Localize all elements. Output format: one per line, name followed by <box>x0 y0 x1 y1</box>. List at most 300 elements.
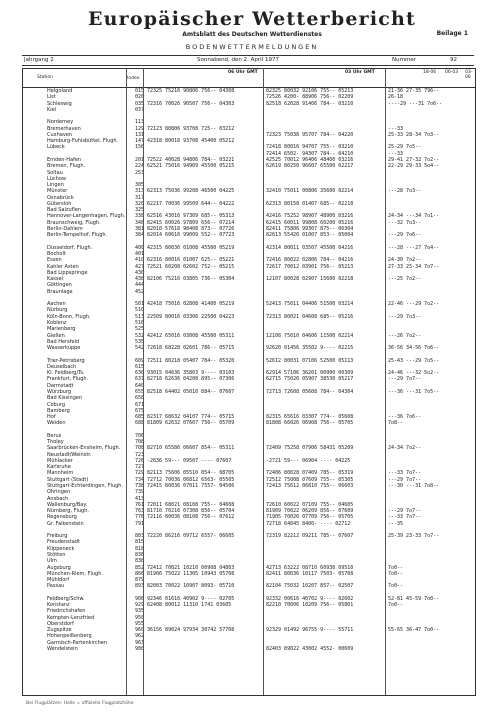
obs-03: 72617 70012 03901 756-- 05213 <box>266 263 354 270</box>
station-index: 348 <box>134 219 144 226</box>
station-index: 738 <box>134 483 144 489</box>
station-index: 708 <box>134 445 144 452</box>
obs-03: 82411 80036 10117 7503- 05708 <box>266 570 354 577</box>
temp-extremes: ---33 7o7-- <box>388 470 422 477</box>
obs-06: 72412 70021 10210 00908 04803 <box>147 564 235 571</box>
station-name: Friedrichshafen <box>47 608 86 615</box>
obs-06: 72511 80218 05407 784-- 05320 <box>147 357 235 364</box>
station-index: 803 <box>134 533 144 540</box>
station-name: Berlin-Dahlem <box>47 225 83 232</box>
temp-extremes: 25-43 ---29 7o5-- <box>388 357 440 364</box>
jahrgang: Jahrgang 2 <box>24 57 54 63</box>
temp-extremes: ---36 ---31 7o5-- <box>388 388 440 395</box>
obs-06: 82710 65586 06607 854-- 05311 <box>147 445 235 452</box>
obs-03: 42314 80011 03507 45500 04216 <box>266 244 354 251</box>
station-index: 637 <box>134 376 144 383</box>
station-name: Koblenz <box>47 319 67 326</box>
station-name: Marienberg <box>47 326 76 333</box>
station-name: Mühlacker <box>47 457 73 464</box>
obs-03: 72313 80021 04608 685-- 05216 <box>266 313 354 320</box>
station-index: 955 <box>134 620 144 627</box>
station-index: 734 <box>134 476 144 483</box>
temp-extremes: 7o0-- <box>388 564 404 571</box>
obs-03: 92332 00616 40702 9---- 02602 <box>266 595 354 602</box>
station-name: Nürnberg, Flugh. <box>47 508 89 515</box>
obs-06: 42412 65016 03008 45500 05311 <box>147 332 235 339</box>
station-name: München-Riem, Flugh. <box>47 570 103 577</box>
station-name: Oberstdorf <box>47 620 74 627</box>
station-name: Hof <box>47 414 56 421</box>
station-name: Gießen <box>47 332 65 339</box>
obs-06: 82718 62636 04208 895-- 07306 <box>147 376 235 383</box>
obs-03: 72718 64045 8400- ---- 02712 <box>266 520 351 527</box>
col-divider <box>263 68 264 695</box>
station-index: 384 <box>134 232 144 239</box>
station-index: 253 <box>134 169 144 176</box>
station-index: 224 <box>134 163 144 170</box>
obs-03: 62914 57106 36201 00900 00309 <box>266 370 354 377</box>
obs-03: 82403 89022 43002 4552- 00609 <box>266 646 354 653</box>
col-t2: 06-03 <box>445 70 459 75</box>
col-group-06: 06 Uhr GMT <box>228 70 258 75</box>
nummer-value: 92 <box>450 57 457 63</box>
station-index: 706 <box>134 432 144 439</box>
obs-03: 72713 72608 05608 784-- 04304 <box>266 388 354 395</box>
temp-extremes: 26-18 <box>388 94 404 101</box>
station-name: Braunschweig, Flugh. <box>47 219 101 226</box>
obs-06: 42418 75016 02808 41400 05219 <box>147 301 235 308</box>
station-name: Nürburg <box>47 307 68 314</box>
obs-06: 92346 01616 40902 9---- 02705 <box>147 595 235 602</box>
obs-06: 72415 80036 07011 7557- 04506 <box>147 483 235 489</box>
obs-06: 62217 70036 99509 644-- 04222 <box>147 200 235 207</box>
temp-extremes: ---32 7o3-- <box>388 219 422 226</box>
data-table <box>22 86 476 696</box>
station-name: Bocholt <box>47 251 66 258</box>
temp-extremes: 24-34 ---34 7o1-- <box>388 213 440 220</box>
obs-03: -2721 59--- 06904 ---- 04225 <box>266 457 351 464</box>
obs-06: 72618 68228 02601 786-- 05715 <box>147 345 235 352</box>
station-index: 320 <box>134 200 144 207</box>
station-index: 381 <box>134 225 144 232</box>
obs-06: 72316 70026 90507 756-- 04303 <box>147 100 235 107</box>
station-name: Braunlage <box>47 288 73 295</box>
station-name: Neustadt/Weinstr. <box>47 451 92 458</box>
station-name: Düsseldorf, Flugh. <box>47 244 93 251</box>
obs-03: 82325 80032 92106 755-- 05213 <box>266 88 354 94</box>
obs-06: 82113 75606 05510 854-- 08705 <box>147 470 235 477</box>
station-index: 776 <box>134 514 144 521</box>
obs-03: 62619 80250 96607 65500 02217 <box>266 163 354 170</box>
obs-06: 42315 80036 01008 45500 05219 <box>147 244 235 251</box>
station-index: 836 <box>134 551 144 558</box>
station-index: 413 <box>134 495 144 502</box>
temp-extremes: 52-81 45-59 7o0-- <box>388 595 440 602</box>
temp-extremes: ---35 <box>388 520 404 527</box>
station-name: Bad Salzuflen <box>47 207 82 214</box>
station-name: Essen <box>47 257 62 264</box>
station-index: 675 <box>134 407 144 414</box>
obs-03: 62415 60011 99808 60200 05216 <box>266 219 354 226</box>
obs-03: 82411 75806 99307 875-- 06304 <box>266 225 354 232</box>
temp-extremes: ---29 7o6-- <box>388 232 422 239</box>
temp-extremes: ---33 <box>388 150 404 157</box>
station-index: 815 <box>134 539 144 546</box>
station-index: 317 <box>134 194 144 201</box>
temp-extremes: 29-41 27-32 7o2-- <box>388 156 440 163</box>
obs-03: 12107 80028 02907 15600 02218 <box>266 276 354 283</box>
station-index: 513 <box>134 313 144 320</box>
obs-06: 36156 89024 97934 30742 57708 <box>147 627 235 634</box>
temp-extremes: ---26 7o2-- <box>388 332 422 339</box>
temp-extremes: ---28 7o3-- <box>388 188 422 195</box>
obs-03: 82210 70606 10209 756-- 05801 <box>266 602 354 609</box>
station-index: 156 <box>134 144 144 151</box>
station-name: Wallenburg/Bay. <box>47 501 88 508</box>
station-name: Coburg <box>47 401 66 408</box>
obs-03: 81808 66026 06908 756-- 05705 <box>266 420 354 427</box>
temp-extremes: 36-56 34-56 7o6-- <box>388 345 440 352</box>
station-name: Karlsruhe <box>47 464 71 471</box>
station-index: 640 <box>134 382 144 389</box>
station-name: Gütersloh <box>47 200 72 207</box>
station-name: Darmstadt <box>47 382 74 389</box>
station-name: Lübeck <box>47 144 65 151</box>
station-index: 410 <box>134 257 144 264</box>
station-index: 015 <box>134 88 144 94</box>
station-name: Würzburg <box>47 388 72 395</box>
page-title: Europäischer Wetterbericht <box>87 8 417 30</box>
station-name: Kl. Feldberg/Ts. <box>47 370 85 377</box>
obs-06: 82518 64402 05010 884-- 07607 <box>147 388 235 395</box>
obs-06: 72325 75216 90806 756-- 04308 <box>147 88 235 94</box>
station-index: 129 <box>134 125 144 132</box>
obs-06: 62516 43016 97309 685-- 05313 <box>147 213 235 220</box>
obs-03: 12108 75010 04606 11500 02214 <box>266 332 354 339</box>
obs-06: 72220 86216 09712 6557- 06605 <box>147 533 235 540</box>
station-name: Hannover-Langenhagen, Flugh. <box>47 213 126 220</box>
station-name: Kassel <box>47 276 63 283</box>
station-name: Gr. Falkenstein <box>47 520 84 527</box>
station-name: Aachen <box>47 301 66 308</box>
station-index: 325 <box>134 207 144 214</box>
temp-extremes: 24-46 ---32 5o2-- <box>388 370 440 377</box>
station-name: Bremen, Flugh. <box>47 163 86 170</box>
station-index: 658 <box>134 395 144 402</box>
obs-06: 72011 68021 08108 755-- 04608 <box>147 501 235 508</box>
station-name: Cuxhaven <box>47 131 73 138</box>
station-name: Kiel <box>47 106 57 113</box>
station-index: 727 <box>134 464 144 471</box>
obs-06: 72116 80036 08108 756-- 07612 <box>147 514 235 521</box>
obs-06: 72521 60208 02602 752-- 05215 <box>147 263 235 270</box>
station-name: Weiden <box>47 420 66 427</box>
obs-03: 42525 70012 96406 48400 03216 <box>266 156 354 163</box>
station-name: Bamberg <box>47 407 70 414</box>
station-name: Freudenstadt <box>47 539 80 546</box>
station-index: 791 <box>134 520 144 527</box>
temp-extremes: 55-65 36-47 7o0-- <box>388 627 440 634</box>
station-name: Göttingen <box>47 282 72 289</box>
col-divider <box>143 68 144 695</box>
col-divider <box>385 68 386 695</box>
station-name: Saarbrücken-Ensheim, Flugh. <box>47 445 121 452</box>
obs-06: 81809 62632 07607 756-- 05709 <box>147 420 235 427</box>
temp-extremes: ---36 7o6-- <box>388 414 422 421</box>
station-index: 723 <box>134 451 144 458</box>
station-index: 510 <box>134 307 144 314</box>
station-name: Passau <box>47 583 65 590</box>
station-name: Bad Lippspringe <box>47 269 88 276</box>
obs-06: 82415 60026 97809 656-- 07214 <box>147 219 235 226</box>
station-index: 201 <box>134 156 144 163</box>
obs-03: 42713 63222 08710 60930 09510 <box>266 564 354 571</box>
footer-note: Bei Flugplätzen: Halle = offizielle Flugplatzhöhe <box>26 701 134 706</box>
station-name: Helgoland <box>47 88 73 94</box>
temp-extremes: 7o0-- <box>388 570 404 577</box>
meta-bar <box>22 55 474 66</box>
obs-06: 81710 70216 07308 856-- 05704 <box>147 508 235 515</box>
obs-03: 52612 80031 07106 52500 05113 <box>266 357 354 364</box>
station-index: 438 <box>134 276 144 283</box>
obs-03: 82518 62028 91406 784-- 03210 <box>266 100 354 107</box>
station-index: 542 <box>134 345 144 352</box>
station-name: Augsburg <box>47 564 71 571</box>
station-name: Bremerhaven <box>47 125 81 132</box>
station-name: Stuttgart (Stadt) <box>47 476 89 483</box>
station-name: Mühldorf <box>47 577 70 584</box>
station-name: Emden-Hafen <box>47 156 82 163</box>
temp-extremes: 7o8-- <box>388 420 404 427</box>
subtitle: Amtsblatt des Deutschen Wetterdienstes <box>182 31 322 38</box>
station-index: 963 <box>134 639 144 646</box>
station-name: Öhringen <box>47 489 71 496</box>
obs-03: 92329 01492 96755 9---- 55711 <box>266 627 354 634</box>
station-index: 615 <box>134 363 144 370</box>
station-index: 950 <box>134 614 144 621</box>
station-name: Frankfurt, Flugh. <box>47 376 89 383</box>
station-name: Deuselbach <box>47 363 77 370</box>
station-index: 935 <box>134 608 144 615</box>
temp-extremes: 25-33 28-34 7o3-- <box>388 131 440 138</box>
station-index: 739 <box>134 489 144 496</box>
station-index: 401 <box>134 251 144 258</box>
station-index: 501 <box>134 301 144 308</box>
station-index: 131 <box>134 131 144 138</box>
station-name: Tholey <box>47 439 64 446</box>
station-index: 685 <box>134 414 144 421</box>
station-name: Norderney <box>47 119 74 126</box>
station-index: 113 <box>134 119 144 126</box>
obs-03: 81909 70022 06209 856-- 07609 <box>266 508 354 515</box>
obs-06: -2636 59--- 09507 ---- 07607 <box>147 457 232 464</box>
obs-03: 62313 80158 01407 685-- 02218 <box>266 200 354 207</box>
station-index: 035 <box>134 100 144 107</box>
temp-extremes: ---25 7o2-- <box>388 276 422 283</box>
obs-03: 82613 55426 01007 853-- 05004 <box>266 232 354 239</box>
temp-extremes: ---33 7o7-- <box>388 514 422 521</box>
station-name: Schleswig <box>47 100 72 107</box>
obs-03: 72323 75038 95707 784-- 04220 <box>266 131 354 138</box>
station-index: 532 <box>134 332 144 339</box>
obs-03: 52413 75011 04406 51500 03214 <box>266 301 354 308</box>
station-name: Bad Hersfeld <box>47 338 80 345</box>
station-index: 609 <box>134 357 144 364</box>
station-index: 960 <box>134 627 144 634</box>
obs-03: 72406 80028 07409 785-- 05319 <box>266 470 354 477</box>
temp-extremes: 25-29 7o5-- <box>388 144 422 151</box>
station-index: 525 <box>134 326 144 333</box>
station-index: 671 <box>134 401 144 408</box>
station-name: Hohenpeißenberg <box>47 633 92 640</box>
temp-extremes: ---29 7o7-- <box>388 376 422 383</box>
obs-03: 82104 75032 10207 857-- 02507 <box>266 583 354 590</box>
station-name: Stuttgart-Echterdingen, Flugh. <box>47 483 124 489</box>
obs-03: 71905 70026 07709 756-- 05705 <box>266 514 354 521</box>
station-name: Garmisch-Partenkirchen <box>47 639 108 646</box>
station-index: 962 <box>134 633 144 640</box>
station-index: 630 <box>134 370 144 377</box>
temp-extremes: ---33 <box>388 125 404 132</box>
temp-extremes: 25-39 23-33 7o7-- <box>388 533 440 540</box>
obs-06: 82003 70022 10907 8093- 05710 <box>147 583 235 590</box>
temp-extremes: 21-36 27-35 796-- <box>388 88 440 94</box>
station-index: 430 <box>134 269 144 276</box>
station-name: Berlin-Tempelhof, Flugh. <box>47 232 108 239</box>
station-index: 980 <box>134 646 144 653</box>
obs-06: 72123 80806 93708 725-- 03212 <box>147 125 235 132</box>
temp-extremes: 27-33 25-34 7o7-- <box>388 263 440 270</box>
station-name: Osnabrück <box>47 194 74 201</box>
obs-03: 72526 4200- 88906 756-- 02209 <box>266 94 354 101</box>
station-index: 726 <box>134 457 144 464</box>
col-station: Station <box>37 75 53 80</box>
station-name: Soltau <box>47 169 63 176</box>
station-index: 535 <box>134 338 144 345</box>
obs-03: 72512 75008 07609 755-- 05305 <box>266 476 354 483</box>
station-name: Zugspitze <box>47 627 72 634</box>
temp-extremes: 7o0-- <box>388 583 404 590</box>
col-divider <box>126 68 127 695</box>
obs-06: 62313 75036 99208 46500 04225 <box>147 188 235 195</box>
station-index: 866 <box>134 570 144 577</box>
station-index: 761 <box>134 501 144 508</box>
station-index: 427 <box>134 263 144 270</box>
station-index: 838 <box>134 558 144 565</box>
station-name: Trier-Petrisberg <box>47 357 85 364</box>
station-index: 908 <box>134 595 144 602</box>
obs-03: 72610 60022 07109 755-- 04605 <box>266 501 354 508</box>
obs-03: 72409 75258 07906 58431 05209 <box>266 445 354 452</box>
obs-06: 62408 80012 11310 1741 03605 <box>147 602 232 609</box>
station-name: Lüchow <box>47 175 66 182</box>
obs-06: 82010 57616 98408 873-- 07726 <box>147 225 235 232</box>
col-index: Index <box>127 76 140 81</box>
station-index: 020 <box>134 94 144 101</box>
col-t1: 18-06 <box>423 70 437 75</box>
col-t3: 03-06 <box>465 70 473 80</box>
temp-extremes: 24-30 7o2-- <box>388 257 422 264</box>
obs-03: 62715 75026 05907 38530 05217 <box>266 376 354 383</box>
station-name: Köln-Bonn, Flugh. <box>47 313 91 320</box>
station-index: 037 <box>134 106 144 113</box>
station-index: 400 <box>134 244 144 251</box>
obs-06: 82014 60616 99009 552-- 07723 <box>147 232 235 239</box>
station-name: Münster <box>47 188 68 195</box>
obs-03: 42416 75252 98907 48900 03216 <box>266 213 354 220</box>
report-date: Sonnabend, den 2. April 1977 <box>197 57 279 63</box>
station-index: 516 <box>134 319 144 326</box>
beilage-label: Beilage 1 <box>436 30 468 37</box>
station-name: Wendelstein <box>47 646 78 653</box>
obs-03: 72418 80016 94707 755-- 03210 <box>266 144 354 151</box>
station-name: Mannheim <box>47 470 74 477</box>
temp-extremes: ----29 ---31 7o6-- <box>388 100 443 107</box>
station-index: 929 <box>134 602 144 609</box>
station-name: List <box>47 94 56 101</box>
obs-06: 22509 80016 03306 22500 04223 <box>147 313 235 320</box>
temp-extremes: 7o0-- <box>388 602 404 609</box>
station-index: 852 <box>134 564 144 571</box>
station-index: 655 <box>134 388 144 395</box>
station-index: 763 <box>134 508 144 515</box>
obs-03: 82315 65616 03307 774-- 05608 <box>266 414 354 421</box>
station-name: Hamburg-Fuhlsbüttel, Flugh. <box>47 138 119 145</box>
obs-03: 92620 01456 35502 9---- 02215 <box>266 345 354 352</box>
section-title: BODENWETTERMELDUNGEN <box>185 43 319 51</box>
station-name: Kahler Asten <box>47 263 79 270</box>
obs-06: 82317 68632 04107 774-- 05715 <box>147 414 235 421</box>
obs-06: 82106 75216 03805 736-- 05304 <box>147 276 235 283</box>
station-name: Berus <box>47 432 62 439</box>
obs-03: 72416 80022 02806 784-- 04216 <box>266 257 354 264</box>
station-name: Lingen <box>47 182 64 189</box>
station-name: Ansbach <box>47 495 69 502</box>
station-name: Bad Kissingen <box>47 395 83 402</box>
obs-03: 32410 75011 00806 35600 02214 <box>266 188 354 195</box>
obs-03: 72413 75612 06810 755-- 06603 <box>266 483 354 489</box>
obs-06: 81906 75022 11305 10943 05708 <box>147 570 235 577</box>
nummer-label: Nummer <box>392 57 416 63</box>
obs-06: 72712 70036 06812 6563- 05505 <box>147 476 235 483</box>
station-name: Klippeneck <box>47 545 75 552</box>
obs-06: 93015 04636 35803 9---- 03103 <box>147 370 235 377</box>
temp-extremes: 22-29 29-33 5o4-- <box>388 163 440 170</box>
table-header <box>22 68 476 88</box>
obs-03: 72414 6502- 94307 784-- 04210 <box>266 150 354 157</box>
temp-extremes: 24-34 7o2-- <box>388 445 422 452</box>
obs-06: 62521 75016 94909 45500 05215 <box>147 163 235 170</box>
station-index: 452 <box>134 288 144 295</box>
station-name: Ulm <box>47 558 57 565</box>
station-index: 708 <box>134 439 144 446</box>
station-name: Regensburg <box>47 514 77 521</box>
station-index: 818 <box>134 545 144 552</box>
col-group-03: 03 Uhr GMT <box>345 70 375 75</box>
station-name: Freiburg <box>47 533 68 540</box>
station-name: Wasserkuppe <box>47 345 81 352</box>
station-index: 893 <box>134 583 144 590</box>
station-index: 338 <box>134 213 144 220</box>
temp-extremes: 22-46 ---29 7o2-- <box>388 301 440 308</box>
station-index: 305 <box>134 182 144 189</box>
obs-06: 42318 80016 93708 45400 05212 <box>147 138 235 145</box>
station-index: 879 <box>134 577 144 584</box>
obs-06: 72522 40028 94806 784-- 03221 <box>147 156 235 163</box>
temp-extremes: ---29 7o7-- <box>388 476 422 483</box>
station-index: 688 <box>134 420 144 427</box>
station-index: 313 <box>134 188 144 195</box>
